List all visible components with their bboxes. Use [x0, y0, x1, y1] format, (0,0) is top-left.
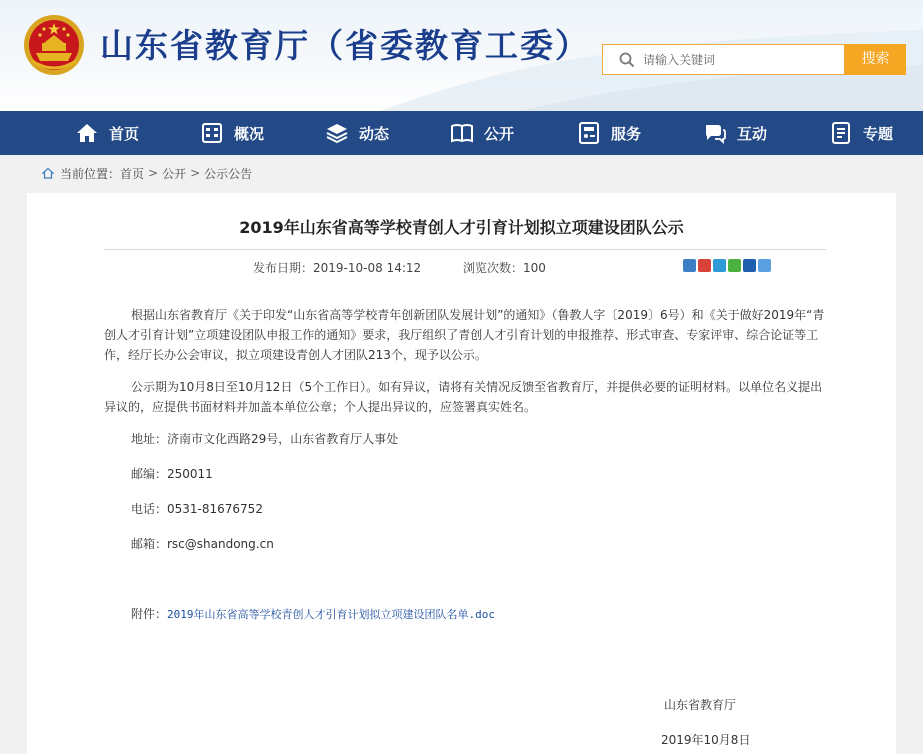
contact-address: 地址：济南市文化西路29号，山东省教育厅人事处 — [131, 432, 399, 446]
share-qq-icon[interactable] — [713, 259, 726, 272]
building-icon — [200, 121, 224, 145]
nav-item-public[interactable] — [450, 111, 514, 155]
view-count: 浏览次数：100 — [462, 261, 546, 275]
search-icon — [619, 52, 635, 68]
share-wechat-icon[interactable] — [728, 259, 741, 272]
attachment-label: 附件： — [131, 607, 168, 621]
topic-icon — [829, 121, 853, 145]
article-card — [27, 193, 896, 754]
nav-item-service[interactable] — [577, 111, 641, 155]
breadcrumb-separator: > — [148, 166, 159, 180]
nav-item-label: 服务 — [611, 124, 642, 143]
article-meta — [253, 259, 546, 276]
breadcrumb-separator: > — [190, 166, 201, 180]
signature-date: 2019年10月8日 — [661, 733, 751, 747]
breadcrumb-link-home[interactable]: 首页 — [120, 166, 145, 181]
nav-item-home[interactable] — [75, 111, 139, 155]
nav-item-label: 概况 — [234, 124, 265, 143]
search-box — [602, 44, 845, 75]
breadcrumb-prefix: 当前位置： — [60, 166, 121, 181]
contact-postcode: 邮编：250011 — [131, 467, 213, 481]
share-renren-icon[interactable] — [743, 259, 756, 272]
national-emblem-logo — [22, 13, 86, 77]
nav-item-overview[interactable] — [200, 111, 264, 155]
attachment-link[interactable]: 2019年山东省高等学校青创人才引育计划拟立项建设团队名单.doc — [167, 608, 495, 621]
nav-item-label: 专题 — [863, 124, 894, 143]
attachment-line — [104, 604, 834, 625]
contact-phone: 电话：0531-81676752 — [131, 502, 263, 516]
chat-icon — [703, 121, 727, 145]
breadcrumb-link-notices[interactable]: 公示公告 — [204, 166, 253, 181]
contact-email: 邮箱：rsc@shandong.cn — [131, 537, 274, 551]
share-bar — [683, 259, 771, 272]
book-icon — [450, 121, 474, 145]
site-header — [0, 0, 923, 111]
paragraph-objection: 公示期为10月8日至10月12日（5个工作日）。如有异议，请将有关情况反馈至省教育厅，并提供必要的证明材料。以单位名义提出异议的，应提供书面材料并加盖本单位公章；个人提出异议的，应签署真实姓名。 — [104, 380, 823, 414]
article-title: 2019年山东省高等学校青创人才引育计划拟立项建设团队公示 — [239, 218, 684, 237]
nav-item-topics[interactable] — [829, 111, 893, 155]
layers-icon — [325, 121, 349, 145]
title-divider — [104, 249, 826, 250]
main-nav — [0, 111, 923, 155]
paragraph-basis: 根据山东省教育厅《关于印发“山东省高等学校青年创新团队发展计划”的通知》（鲁教人字〔2019〕6号）和《关于做好2019年“青创人才引育计划”立项建设团队申报工作的通知》要求，我厅组织了青创人才引育计划的申报推荐、形式审查、专家评审、综合论证等工作，经厅长办公会审议，拟立项建设青创人才团队213个，现予以公示。 — [104, 308, 825, 362]
nav-item-interact[interactable] — [703, 111, 767, 155]
nav-item-label: 互动 — [737, 124, 768, 143]
article-body — [104, 305, 834, 625]
share-more-icon[interactable] — [758, 259, 771, 272]
service-icon — [577, 121, 601, 145]
nav-item-label: 公开 — [484, 124, 515, 143]
nav-item-label: 动态 — [359, 124, 390, 143]
home-icon — [75, 121, 99, 145]
search-button[interactable]: 搜索 — [845, 44, 906, 75]
nav-item-label: 首页 — [109, 124, 140, 143]
publish-date: 发布日期：2019-10-08 14:12 — [253, 261, 422, 275]
site-title: 山东省教育厅（省委教育工委） — [100, 26, 590, 65]
signature-org: 山东省教育厅 — [664, 698, 737, 712]
search-input[interactable] — [643, 49, 838, 71]
share-qzone-icon[interactable] — [683, 259, 696, 272]
home-icon — [42, 167, 54, 179]
breadcrumb — [42, 165, 252, 181]
share-weibo-icon[interactable] — [698, 259, 711, 272]
breadcrumb-link-public[interactable]: 公开 — [162, 166, 187, 181]
nav-item-news[interactable] — [325, 111, 389, 155]
